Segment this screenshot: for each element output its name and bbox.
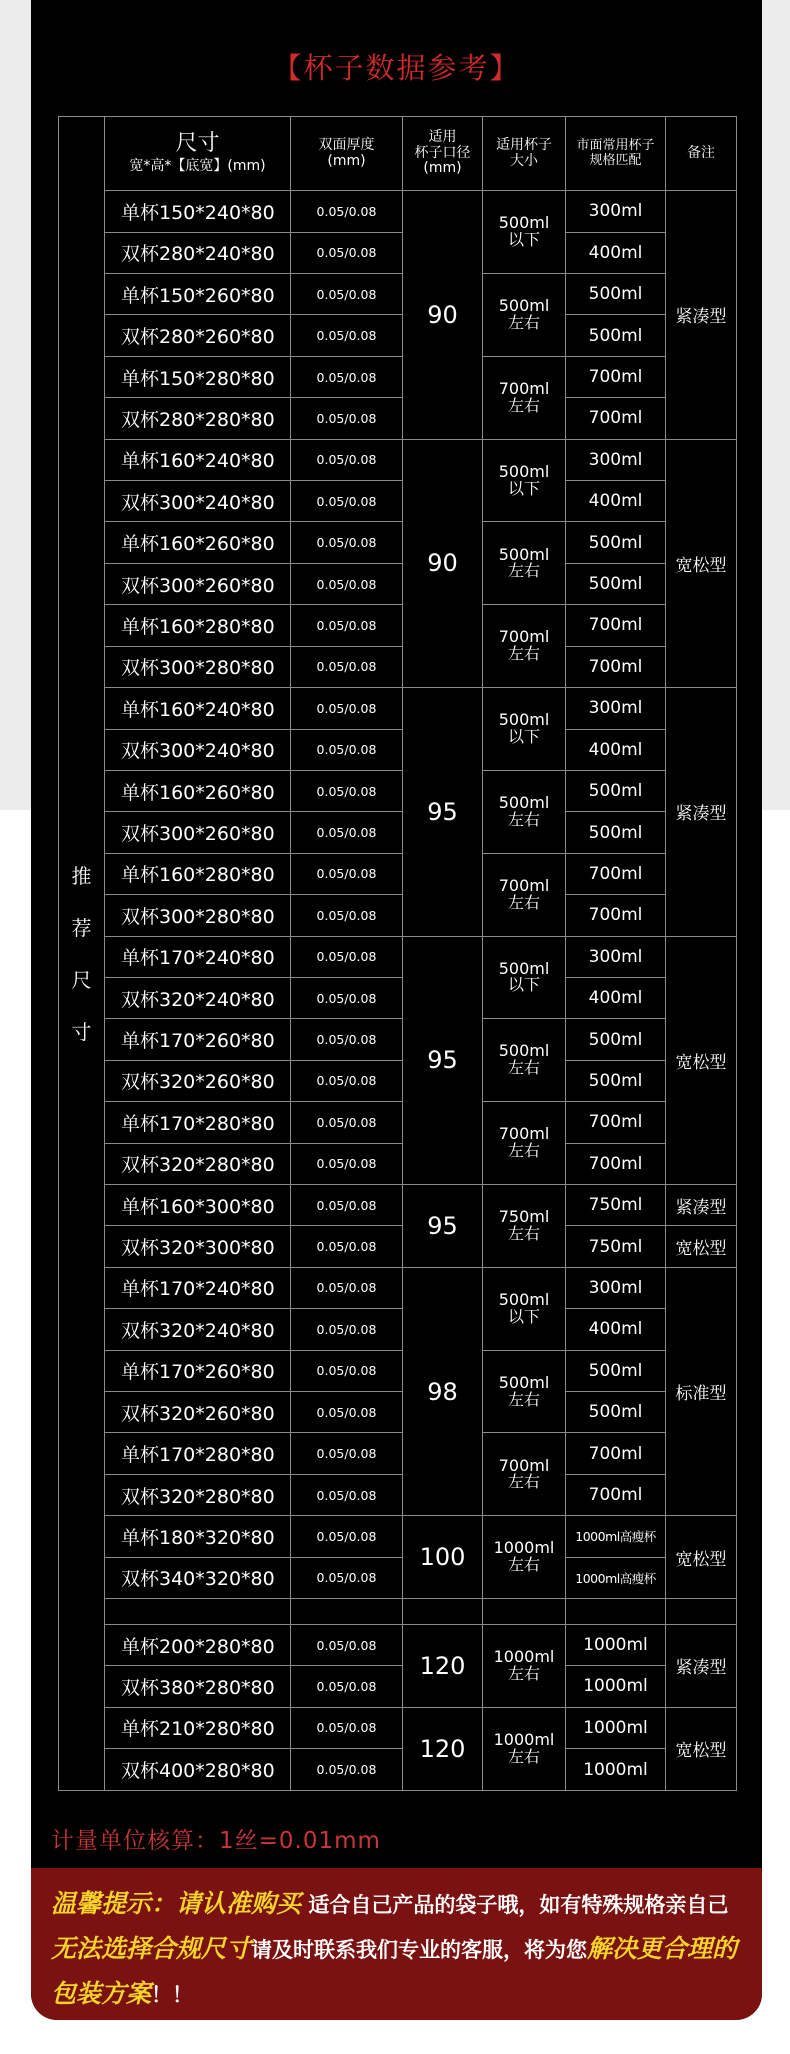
market-match-cell: 300ml	[566, 688, 666, 729]
size-spec-cell: 单杯160*280*80	[105, 853, 291, 894]
cup-size-cell: 700ml 左右	[483, 605, 566, 688]
thickness-cell: 0.05/0.08	[291, 1267, 403, 1308]
empty-cell	[666, 1599, 737, 1625]
tip-part-2: 适合自己产品的袋子哦，如有特殊规格亲自己	[308, 1893, 729, 1917]
cup-size-cell: 700ml 左右	[483, 1102, 566, 1185]
cup-size-cell: 500ml 左右	[483, 274, 566, 357]
tip-highlight-1: 请认准购买	[176, 1889, 302, 1918]
size-spec-cell: 单杯150*240*80	[105, 191, 291, 232]
note-cell: 宽松型	[666, 439, 737, 687]
market-match-cell: 750ml	[566, 1226, 666, 1267]
note-cell: 紧凑型	[666, 191, 737, 439]
size-spec-cell: 双杯280*280*80	[105, 398, 291, 439]
thickness-cell: 0.05/0.08	[291, 1707, 403, 1748]
size-spec-cell: 双杯340*320*80	[105, 1557, 291, 1598]
table-row	[59, 646, 737, 687]
table-row	[59, 1557, 737, 1598]
size-spec-cell: 单杯160*240*80	[105, 688, 291, 729]
thickness-cell: 0.05/0.08	[291, 1624, 403, 1665]
market-match-cell: 700ml	[566, 1143, 666, 1184]
table-row	[59, 1350, 737, 1391]
market-match-cell: 1000ml高瘦杯	[566, 1516, 666, 1557]
cup-size-cell: 700ml 左右	[483, 853, 566, 936]
size-spec-cell: 双杯280*260*80	[105, 315, 291, 356]
market-match-cell: 500ml	[566, 274, 666, 315]
size-spec-cell: 双杯300*260*80	[105, 563, 291, 604]
market-match-cell: 700ml	[566, 1102, 666, 1143]
table-row	[59, 1516, 737, 1557]
table-row	[59, 1433, 737, 1474]
cup-size-cell: 500ml 左右	[483, 770, 566, 853]
market-match-cell: 300ml	[566, 936, 666, 977]
cup-size-cell: 700ml 左右	[483, 356, 566, 439]
thickness-cell: 0.05/0.08	[291, 439, 403, 480]
cup-size-cell: 500ml 以下	[483, 688, 566, 771]
note-cell: 宽松型	[666, 1707, 737, 1790]
size-spec-cell: 单杯160*260*80	[105, 770, 291, 811]
size-spec-cell: 双杯300*280*80	[105, 646, 291, 687]
size-spec-cell: 单杯170*280*80	[105, 1102, 291, 1143]
thickness-cell: 0.05/0.08	[291, 1102, 403, 1143]
cup-size-cell: 500ml 以下	[483, 439, 566, 522]
note-cell: 宽松型	[666, 936, 737, 1184]
thickness-cell: 0.05/0.08	[291, 646, 403, 687]
market-match-cell: 500ml	[566, 770, 666, 811]
thickness-cell: 0.05/0.08	[291, 1143, 403, 1184]
size-spec-cell: 双杯320*280*80	[105, 1474, 291, 1515]
header-row	[59, 117, 737, 191]
size-spec-cell: 单杯150*280*80	[105, 356, 291, 397]
cup-size-cell: 500ml 以下	[483, 191, 566, 274]
market-match-cell: 400ml	[566, 977, 666, 1018]
header-size: 尺寸 宽*高*【底宽】(mm)	[105, 117, 291, 191]
header-note: 备注	[666, 117, 737, 191]
page-title: 【杯子数据参考】	[272, 51, 521, 85]
table-row	[59, 1184, 737, 1225]
thickness-cell: 0.05/0.08	[291, 1474, 403, 1515]
thickness-cell: 0.05/0.08	[291, 315, 403, 356]
table-row	[59, 1102, 737, 1143]
table-row	[59, 1267, 737, 1308]
note-cell: 紧凑型	[666, 1624, 737, 1707]
market-match-cell: 1000ml	[566, 1624, 666, 1665]
header-market-match: 市面常用杯子 规格匹配	[566, 117, 666, 191]
thickness-cell: 0.05/0.08	[291, 398, 403, 439]
market-match-cell: 300ml	[566, 439, 666, 480]
table-row	[59, 191, 737, 232]
thickness-cell: 0.05/0.08	[291, 191, 403, 232]
market-match-cell: 500ml	[566, 1350, 666, 1391]
thickness-cell: 0.05/0.08	[291, 1666, 403, 1707]
tip-part-4: 请及时联系我们专业的客服，将为您	[251, 1938, 588, 1962]
empty-cell	[566, 1599, 666, 1625]
thickness-cell: 0.05/0.08	[291, 812, 403, 853]
table-row	[59, 770, 737, 811]
header-thickness: 双面厚度 (mm)	[291, 117, 403, 191]
header-cup-size: 适用杯子 大小	[483, 117, 566, 191]
cup-data-table	[58, 116, 737, 1791]
market-match-cell: 700ml	[566, 356, 666, 397]
table-row	[59, 232, 737, 273]
diameter-cell: 95	[403, 936, 483, 1184]
market-match-cell: 500ml	[566, 315, 666, 356]
spacer-row	[59, 1599, 737, 1625]
market-match-cell: 300ml	[566, 1267, 666, 1308]
empty-cell	[403, 1599, 483, 1625]
size-spec-cell: 双杯300*280*80	[105, 895, 291, 936]
diameter-cell: 90	[403, 191, 483, 439]
size-spec-cell: 单杯180*320*80	[105, 1516, 291, 1557]
market-match-cell: 1000ml高瘦杯	[566, 1557, 666, 1598]
thickness-cell: 0.05/0.08	[291, 1516, 403, 1557]
tip-box	[31, 1868, 762, 2020]
table-row	[59, 936, 737, 977]
table-row	[59, 522, 737, 563]
thickness-cell: 0.05/0.08	[291, 274, 403, 315]
size-spec-cell: 双杯320*280*80	[105, 1143, 291, 1184]
market-match-cell: 400ml	[566, 729, 666, 770]
empty-cell	[291, 1599, 403, 1625]
size-spec-cell: 单杯160*280*80	[105, 605, 291, 646]
thickness-cell: 0.05/0.08	[291, 729, 403, 770]
thickness-cell: 0.05/0.08	[291, 1433, 403, 1474]
table-row	[59, 729, 737, 770]
size-spec-cell: 双杯380*280*80	[105, 1666, 291, 1707]
tip-highlight-2: 无法选择合规尺寸	[51, 1934, 252, 1963]
size-spec-cell: 单杯160*260*80	[105, 522, 291, 563]
diameter-cell: 120	[403, 1707, 483, 1790]
size-spec-cell: 双杯320*300*80	[105, 1226, 291, 1267]
tip-label: 温馨提示：	[51, 1889, 177, 1918]
size-spec-cell: 单杯160*240*80	[105, 439, 291, 480]
diameter-cell: 120	[403, 1624, 483, 1707]
table-row	[59, 1392, 737, 1433]
size-spec-cell: 双杯300*260*80	[105, 812, 291, 853]
size-spec-cell: 双杯320*260*80	[105, 1060, 291, 1101]
cup-size-cell: 750ml 左右	[483, 1184, 566, 1267]
table-row	[59, 439, 737, 480]
table-row	[59, 1666, 737, 1707]
market-match-cell: 500ml	[566, 522, 666, 563]
size-spec-cell: 双杯300*240*80	[105, 729, 291, 770]
tip-highlight-3: 解决更合理的包装方案	[51, 1934, 738, 2008]
market-match-cell: 500ml	[566, 812, 666, 853]
table-row	[59, 274, 737, 315]
recommend-size-label: 推 荐 尺 寸	[59, 117, 105, 1791]
cup-size-cell: 1000ml 左右	[483, 1707, 566, 1790]
market-match-cell: 1000ml	[566, 1749, 666, 1791]
table-row	[59, 688, 737, 729]
diameter-cell: 95	[403, 688, 483, 936]
thickness-cell: 0.05/0.08	[291, 1309, 403, 1350]
market-match-cell: 700ml	[566, 1433, 666, 1474]
table-row	[59, 812, 737, 853]
market-match-cell: 400ml	[566, 232, 666, 273]
table-row	[59, 481, 737, 522]
size-spec-cell: 单杯210*280*80	[105, 1707, 291, 1748]
size-spec-cell: 双杯320*260*80	[105, 1392, 291, 1433]
table-row	[59, 315, 737, 356]
note-cell: 标准型	[666, 1267, 737, 1515]
table-row	[59, 977, 737, 1018]
thickness-cell: 0.05/0.08	[291, 895, 403, 936]
diameter-cell: 90	[403, 439, 483, 687]
cup-size-cell: 500ml 以下	[483, 936, 566, 1019]
tip-text	[51, 1882, 751, 2017]
thickness-cell: 0.05/0.08	[291, 936, 403, 977]
market-match-cell: 500ml	[566, 1060, 666, 1101]
market-match-cell: 400ml	[566, 481, 666, 522]
market-match-cell: 300ml	[566, 191, 666, 232]
diameter-cell: 100	[403, 1516, 483, 1599]
empty-cell	[483, 1599, 566, 1625]
empty-cell	[105, 1599, 291, 1625]
table-row	[59, 1226, 737, 1267]
thickness-cell: 0.05/0.08	[291, 1350, 403, 1391]
note-cell: 紧凑型	[666, 688, 737, 936]
thickness-cell: 0.05/0.08	[291, 522, 403, 563]
cup-size-cell: 500ml 左右	[483, 1019, 566, 1102]
diameter-cell: 95	[403, 1184, 483, 1267]
thickness-cell: 0.05/0.08	[291, 563, 403, 604]
thickness-cell: 0.05/0.08	[291, 481, 403, 522]
cup-size-cell: 700ml 左右	[483, 1433, 566, 1516]
size-spec-cell: 单杯160*300*80	[105, 1184, 291, 1225]
unit-note: 计量单位核算：1丝=0.01mm	[51, 1828, 381, 1854]
table-row	[59, 1474, 737, 1515]
table-row	[59, 1309, 737, 1350]
size-spec-cell: 单杯170*280*80	[105, 1433, 291, 1474]
data-card	[31, 0, 762, 2020]
cup-size-cell: 500ml 左右	[483, 522, 566, 605]
size-spec-cell: 单杯170*240*80	[105, 1267, 291, 1308]
thickness-cell: 0.05/0.08	[291, 232, 403, 273]
tip-part-6: ！！	[151, 1983, 194, 2007]
size-spec-cell: 双杯280*240*80	[105, 232, 291, 273]
thickness-cell: 0.05/0.08	[291, 356, 403, 397]
thickness-cell: 0.05/0.08	[291, 1226, 403, 1267]
thickness-cell: 0.05/0.08	[291, 1019, 403, 1060]
table-row	[59, 563, 737, 604]
market-match-cell: 1000ml	[566, 1707, 666, 1748]
table-row	[59, 895, 737, 936]
market-match-cell: 700ml	[566, 646, 666, 687]
market-match-cell: 700ml	[566, 853, 666, 894]
size-spec-cell: 单杯170*240*80	[105, 936, 291, 977]
table-row	[59, 398, 737, 439]
table-row	[59, 1749, 737, 1791]
size-spec-cell: 单杯170*260*80	[105, 1019, 291, 1060]
table-row	[59, 1060, 737, 1101]
size-spec-cell: 双杯300*240*80	[105, 481, 291, 522]
thickness-cell: 0.05/0.08	[291, 853, 403, 894]
thickness-cell: 0.05/0.08	[291, 1557, 403, 1598]
cup-size-cell: 500ml 以下	[483, 1267, 566, 1350]
market-match-cell: 700ml	[566, 895, 666, 936]
market-match-cell: 700ml	[566, 1474, 666, 1515]
table-row	[59, 1624, 737, 1665]
thickness-cell: 0.05/0.08	[291, 1060, 403, 1101]
size-spec-cell: 单杯170*260*80	[105, 1350, 291, 1391]
table-row	[59, 1143, 737, 1184]
diameter-cell: 98	[403, 1267, 483, 1515]
market-match-cell: 700ml	[566, 398, 666, 439]
market-match-cell: 500ml	[566, 1019, 666, 1060]
thickness-cell: 0.05/0.08	[291, 688, 403, 729]
note-cell: 宽松型	[666, 1516, 737, 1599]
note-cell: 宽松型	[666, 1226, 737, 1267]
size-spec-cell: 双杯320*240*80	[105, 977, 291, 1018]
market-match-cell: 750ml	[566, 1184, 666, 1225]
cup-size-cell: 1000ml 左右	[483, 1624, 566, 1707]
size-spec-cell: 双杯320*240*80	[105, 1309, 291, 1350]
size-spec-cell: 双杯400*280*80	[105, 1749, 291, 1791]
thickness-cell: 0.05/0.08	[291, 1749, 403, 1791]
table-row	[59, 1019, 737, 1060]
cup-size-cell: 500ml 左右	[483, 1350, 566, 1433]
thickness-cell: 0.05/0.08	[291, 770, 403, 811]
table-row	[59, 605, 737, 646]
market-match-cell: 500ml	[566, 1392, 666, 1433]
market-match-cell: 1000ml	[566, 1666, 666, 1707]
market-match-cell: 500ml	[566, 563, 666, 604]
size-spec-cell: 单杯150*260*80	[105, 274, 291, 315]
thickness-cell: 0.05/0.08	[291, 977, 403, 1018]
note-cell: 紧凑型	[666, 1184, 737, 1225]
table-row	[59, 1707, 737, 1748]
size-spec-cell: 单杯200*280*80	[105, 1624, 291, 1665]
header-diameter: 适用 杯子口径 (mm)	[403, 117, 483, 191]
thickness-cell: 0.05/0.08	[291, 1184, 403, 1225]
market-match-cell: 700ml	[566, 605, 666, 646]
table-row	[59, 853, 737, 894]
market-match-cell: 400ml	[566, 1309, 666, 1350]
cup-size-cell: 1000ml 左右	[483, 1516, 566, 1599]
thickness-cell: 0.05/0.08	[291, 605, 403, 646]
thickness-cell: 0.05/0.08	[291, 1392, 403, 1433]
table-row	[59, 356, 737, 397]
